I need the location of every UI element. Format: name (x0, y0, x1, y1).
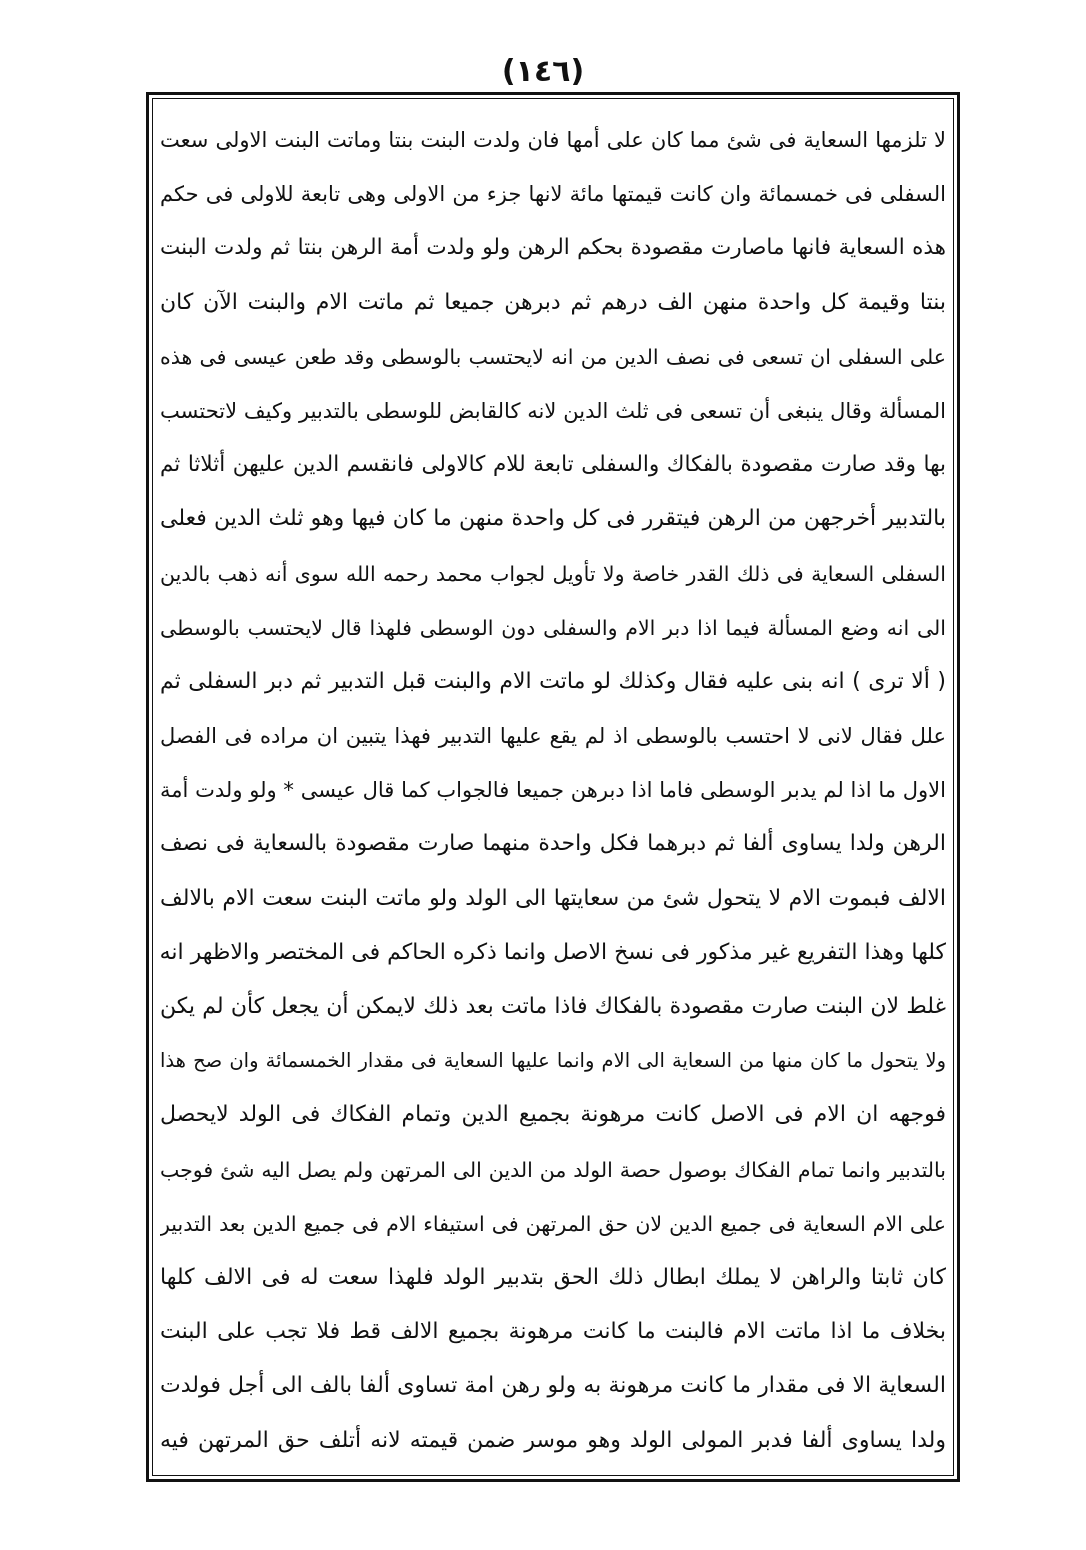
text-line: ( ألا ترى ) انه بنى عليه فقال وكذلك لو ماتت الام والبنت قبل التدبير ثم دبر السفلى ثم (160, 668, 946, 694)
text-line: على السفلى ان تسعى فى نصف الدين من انه لايحتسب بالوسطى وقد طعن عيسى فى هذه (160, 344, 946, 369)
text-line: ولا يتحول ما كان منها من السعاية الى الام وانما عليها السعاية فى مقدار الخمسمائة وان صح هذا (160, 1049, 946, 1073)
text-line: غلط لان البنت صارت مقصودة بالفكاك فاذا ماتت بعد ذلك لايمكن أن يجعل كأن لم يكن (160, 994, 946, 1019)
text-line: الالف فبموت الام لا يتحول شئ من سعايتها الى الولد ولو ماتت البنت سعت الام بالالف (160, 885, 946, 911)
text-line: الاول ما اذا لم يدبر الوسطى فاما اذا دبرهن جميعا فالجواب كما قال عيسى * ولو ولدت أمة (160, 778, 946, 803)
text-line: الى انه وضع المسألة فيما اذا دبر الام والسفلى دون الوسطى فلهذا قال لايحتسب بالوسطى (160, 615, 946, 640)
page-number: (١٤٦) (501, 54, 585, 89)
text-line: السفلى فى خمسمائة وان كانت قيمتها مائة لانها جزء من الاولى وهى تابعة للاولى فى حكم (160, 182, 946, 207)
text-line: كلها وهذا التفريع غير مذكور فى نسخ الاصل وانما ذكره الحاكم فى المختصر والاظهر انه (160, 939, 946, 965)
text-line: كان ثابتا والراهن لا يملك ابطال ذلك الحق بتدبير الولد فلهذا سعت له فى الالف كلها (160, 1264, 946, 1290)
text-line: بخلاف ما اذا ماتت الام فالبنت ما كانت مرهونة بجميع الالف قط فلا تجب على البنت (160, 1319, 946, 1345)
text-line: بالتدبير أخرجهن من الرهن فيتقرر فى كل واحدة منهن ما كان فيها وهو ثلث الدين فعلى (160, 506, 946, 532)
text-line: بالتدبير وانما تمام الفكاك بوصول حصة الولد من الدين الى المرتهن ولم يصل اليه شئ فوجب (160, 1157, 946, 1182)
text-line: السفلى السعاية فى ذلك القدر خاصة ولا تأويل لجواب محمد رحمه الله سوى أنه ذهب بالدين (160, 561, 946, 586)
text-line: فوجهه ان الام فى الاصل كانت مرهونة بجميع الدين وتمام الفكاك فى الولد لايحصل (160, 1102, 946, 1128)
text-line: هذه السعاية فانها ماصارت مقصودة بحكم الرهن ولو ولدت أمة الرهن بنتا ثم ولدت البنت (160, 235, 946, 261)
body-text (160, 113, 946, 1468)
text-line: السعاية الا فى مقدار ما كانت مرهونة به ولو رهن امة تساوى ألفا بالف الى أجل فولدت (160, 1373, 946, 1399)
text-line: لا تلزمها السعاية فى شئ مما كان على أمها فان ولدت البنت بنتا وماتت البنت الاولى سعت (160, 128, 946, 152)
text-line: بها وقد صارت مقصودة بالفكاك والسفلى تابعة للام كالاولى فانقسم الدين عليهن أثلاثا ثم (160, 452, 946, 478)
text-line: علل فقال لانى لا احتسب بالوسطى اذ لم يقع عليها التدبير فهذا يتبين ان مراده فى الفصل (160, 724, 946, 749)
text-line: على الام السعاية فى جميع الدين لان حق المرتهن فى استيفاء الام فى جميع الدين بعد التدبير (160, 1211, 946, 1236)
text-line: المسألة وقال ينبغى أن تسعى فى ثلث الدين لانه كالقابض للوسطى بالتدبير وكيف لاتحتسب (160, 398, 946, 423)
text-line: الرهن ولدا يساوى ألفا ثم دبرهما فكل واحدة منهما صارت مقصودة بالسعاية فى نصف (160, 831, 946, 857)
text-line: ولدا يساوى ألفا فدبر المولى الولد وهو موسر ضمن قيمته لانه أتلف حق المرتهن فيه (160, 1427, 946, 1453)
text-line: بنتا وقيمة كل واحدة منهن الف درهم ثم دبرهن جميعا ثم ماتت الام والبنت الآن كان (160, 289, 946, 315)
